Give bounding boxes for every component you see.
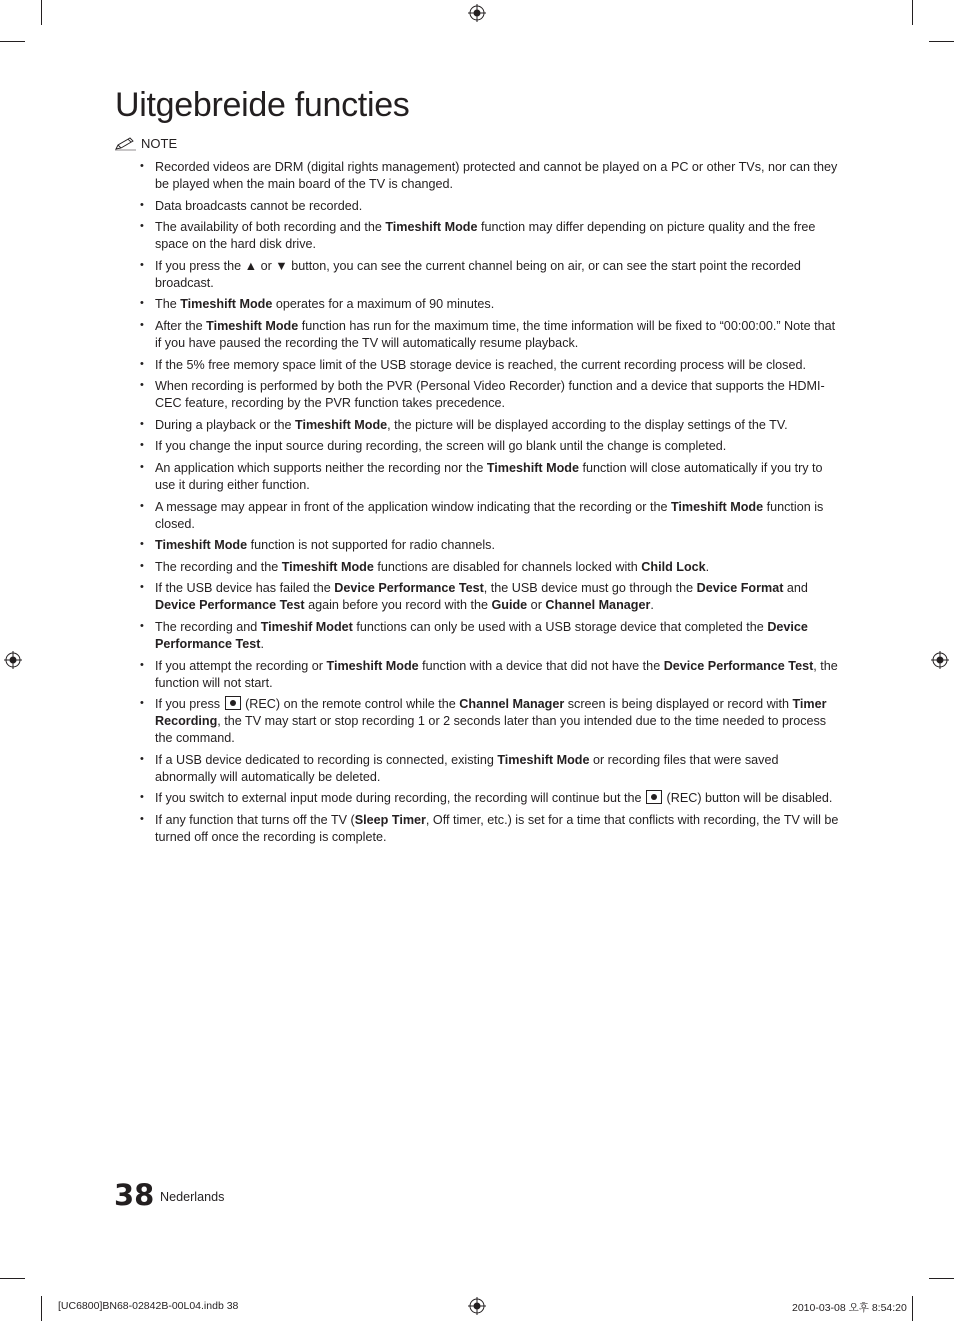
note-item: • If you press (REC) on the remote control while the Channel Manager screen is being displayed or record with Timer Recording, the TV may start or stop recording 1 or 2 seconds later than you intended due to the time needed to process the command. (140, 696, 840, 747)
note-item: • The availability of both recording and the Timeshift Mode function may differ depending on picture quality and the free space on the hard disk drive. (140, 219, 840, 253)
crop-mark (0, 41, 25, 42)
crop-mark (929, 41, 954, 42)
note-item: • The Timeshift Mode operates for a maximum of 90 minutes. (140, 296, 840, 313)
page-language: Nederlands (160, 1190, 225, 1204)
note-item: • If you press the ▲ or ▼ button, you can see the current channel being on air, or can see the start point the recorded broadcast. (140, 258, 840, 292)
note-item: • If a USB device dedicated to recording is connected, existing Timeshift Mode or recording files that were saved abnormally will automatically be deleted. (140, 752, 840, 786)
page-title: Uitgebreide functies (115, 86, 410, 124)
note-item: • During a playback or the Timeshift Mode, the picture will be displayed according to the display settings of the TV. (140, 417, 840, 434)
note-item: • If you switch to external input mode during recording, the recording will continue but the (REC) button will be disabled. (140, 790, 840, 807)
note-item: • The recording and Timeshif Modet functions can only be used with a USB storage device that completed the Device Performance Test. (140, 619, 840, 653)
footer-timestamp: 2010-03-08 오후 8:54:20 (792, 1302, 907, 1314)
registration-mark-icon (4, 651, 22, 669)
registration-mark-icon (931, 651, 949, 669)
crop-mark (912, 0, 913, 25)
note-item: • Data broadcasts cannot be recorded. (140, 198, 840, 215)
note-item: • After the Timeshift Mode function has run for the maximum time, the time information will be fixed to “00:00:00.” Note that if you have paused the recording the TV will automatically resume playback. (140, 318, 840, 352)
registration-mark-icon (468, 1297, 486, 1315)
note-item: • If the 5% free memory space limit of the USB storage device is reached, the current recording process will be closed. (140, 357, 840, 374)
note-label: NOTE (141, 136, 178, 151)
note-item: • The recording and the Timeshift Mode functions are disabled for channels locked with Child Lock. (140, 559, 840, 576)
note-item: • If you change the input source during recording, the screen will go blank until the change is completed. (140, 438, 840, 455)
crop-mark (41, 1296, 42, 1321)
page-number: 38 (114, 1178, 155, 1212)
note-item: • If the USB device has failed the Device Performance Test, the USB device must go through the Device Format and Device Performance Test again before you record with the Guide or Channel Manager. (140, 580, 840, 614)
note-item: • Timeshift Mode function is not supported for radio channels. (140, 537, 840, 554)
note-item: • If you attempt the recording or Timeshift Mode function with a device that did not have the Device Performance Test, the function will not start. (140, 658, 840, 692)
rec-button-icon (225, 696, 241, 710)
crop-mark (929, 1278, 954, 1279)
note-list (140, 159, 840, 850)
note-item: • A message may appear in front of the application window indicating that the recording or the Timeshift Mode function is closed. (140, 499, 840, 533)
note-item: • Recorded videos are DRM (digital rights management) protected and cannot be played on a PC or other TVs, nor can they be played when the main board of the TV is changed. (140, 159, 840, 193)
pencil-note-icon (115, 137, 137, 151)
footer-file: [UC6800]BN68-02842B-00L04.indb 38 (58, 1300, 239, 1312)
note-item: • If any function that turns off the TV (Sleep Timer, Off timer, etc.) is set for a time that conflicts with recording, the TV will be turned off once the recording is complete. (140, 812, 840, 846)
rec-button-icon (646, 790, 662, 804)
crop-mark (0, 1278, 25, 1279)
crop-mark (41, 0, 42, 25)
registration-mark-icon (468, 4, 486, 22)
note-item: • An application which supports neither the recording nor the Timeshift Mode function will close automatically if you try to use it during either function. (140, 460, 840, 494)
crop-mark (912, 1296, 913, 1321)
note-heading (115, 136, 177, 151)
note-item: • When recording is performed by both the PVR (Personal Video Recorder) function and a device that supports the HDMI-CEC feature, recording by the PVR function takes precedence. (140, 378, 840, 412)
